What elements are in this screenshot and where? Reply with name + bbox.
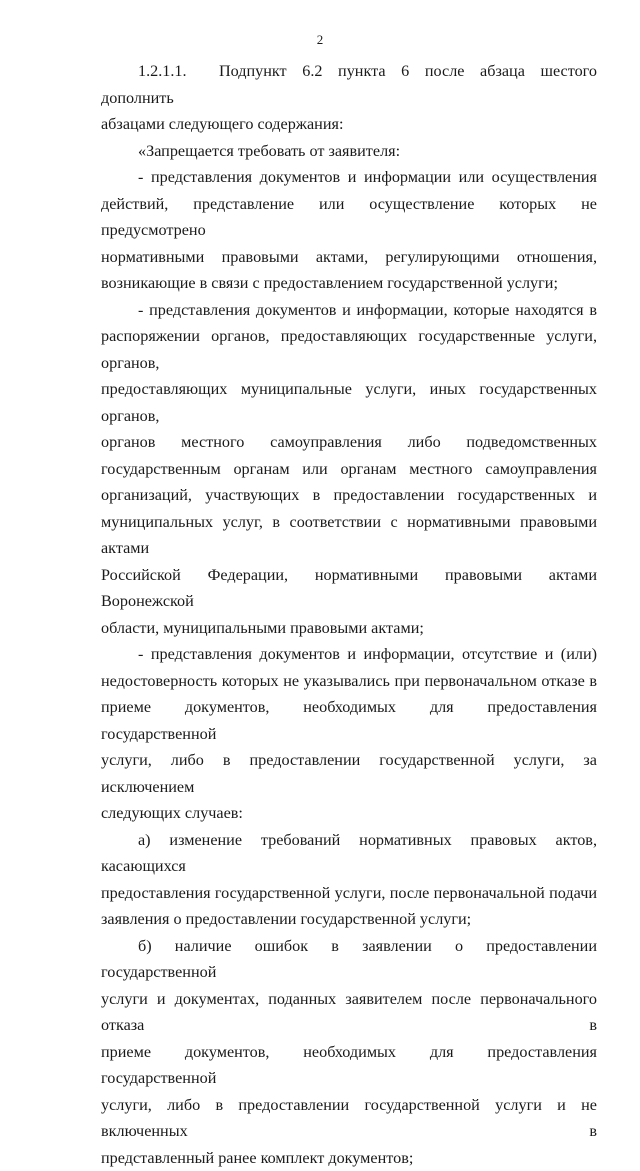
text-line: Российской Федерации, нормативными правовыми актами Воронежской: [101, 562, 597, 615]
text-line: предоставления государственной услуги, после первоначальной подачи: [101, 880, 597, 907]
text-line: государственным органам или органам местного самоуправления: [101, 456, 597, 483]
text-line: представленный ранее комплект документов;: [101, 1145, 597, 1171]
text-line: муниципальных услуг, в соответствии с нормативными правовыми актами: [101, 509, 597, 562]
paragraph-case-a: [101, 827, 597, 933]
text-line: заявления о предоставлении государственной услуги;: [101, 906, 597, 933]
paragraph-item-1: [101, 164, 597, 297]
text-line: распоряжении органов, предоставляющих государственные услуги, органов,: [101, 323, 597, 376]
text-line: 1.2.1.1. Подпункт 6.2 пункта 6 после абзаца шестого дополнить: [101, 58, 597, 111]
text-line: услуги, либо в предоставлении государственной услуги и не включенных в: [101, 1092, 597, 1145]
text-line: следующих случаев:: [101, 800, 597, 827]
paragraph-case-b: [101, 933, 597, 1171]
text-line: абзацами следующего содержания:: [101, 111, 597, 138]
text-line: б) наличие ошибок в заявлении о предоставлении государственной: [101, 933, 597, 986]
text-line: нормативными правовыми актами, регулирующими отношения,: [101, 244, 597, 271]
text-line: организаций, участвующих в предоставлении государственных и: [101, 482, 597, 509]
document-body: [101, 58, 597, 1171]
text-line: приеме документов, необходимых для предоставления государственной: [101, 1039, 597, 1092]
text-line: приеме документов, необходимых для предоставления государственной: [101, 694, 597, 747]
paragraph-item-3: [101, 641, 597, 827]
text-line: «Запрещается требовать от заявителя:: [101, 138, 597, 165]
text-line: - представления документов и информации или осуществления: [101, 164, 597, 191]
text-line: а) изменение требований нормативных правовых актов, касающихся: [101, 827, 597, 880]
text-line: предоставляющих муниципальные услуги, иных государственных органов,: [101, 376, 597, 429]
paragraph-prohibition-heading: [101, 138, 597, 165]
text-line: возникающие в связи с предоставлением государственной услуги;: [101, 270, 597, 297]
text-line: действий, представление или осуществление которых не предусмотрено: [101, 191, 597, 244]
text-line: области, муниципальными правовыми актами;: [101, 615, 597, 642]
text-line: - представления документов и информации, отсутствие и (или): [101, 641, 597, 668]
paragraph-item-2: [101, 297, 597, 642]
text-line: органов местного самоуправления либо подведомственных: [101, 429, 597, 456]
text-line: услуги, либо в предоставлении государственной услуги, за исключением: [101, 747, 597, 800]
paragraph-amendment-intro: [101, 58, 597, 138]
page-number: 2: [0, 32, 640, 48]
text-line: - представления документов и информации, которые находятся в: [101, 297, 597, 324]
text-line: услуги и документах, поданных заявителем после первоначального отказа в: [101, 986, 597, 1039]
text-line: недостоверность которых не указывались при первоначальном отказе в: [101, 668, 597, 695]
